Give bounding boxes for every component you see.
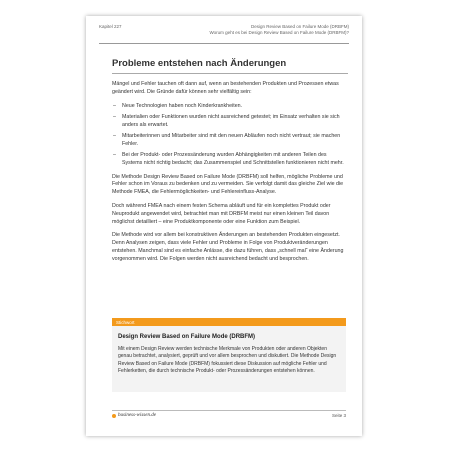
logo-dot-icon xyxy=(112,414,116,418)
list-item: – Neue Technologien haben noch Kinderkrankheiten. xyxy=(113,102,243,109)
header-divider xyxy=(99,43,349,44)
list-item: – Materialien oder Funktionen wurden nicht ausreichend getestet; im Einsatz verhalten sie sich anders als erwartet. xyxy=(113,113,340,128)
keyword-label: Stichwort xyxy=(116,319,135,325)
paragraph-drbfm-purpose: Die Methode Design Review Based on Failure Mode (DRBFM) soll helfen, mögliche Probleme und Fehler schon im Voraus zu bedenken und zu vermeiden. Sie verfolgt damit das gleiche Ziel wie die Methode FMEA, die Fehlermöglichkeiten- und Fehlereinfluss-Analyse. xyxy=(112,173,344,196)
footer-logo: business-wissen.de xyxy=(118,413,156,418)
page-number: Seite 3 xyxy=(331,413,346,418)
list-item: – Mitarbeiterinnen und Mitarbeiter sind mit den neuen Abläufen noch nicht vertraut; sie machen Fehler. xyxy=(113,132,341,147)
header-section-title: Worum geht es bei Design Review Based on Failure Mode (DRBFM)? xyxy=(209,29,349,35)
keyword-title: Design Review Based on Failure Mode (DRBFM) xyxy=(118,334,256,340)
paragraph-fmea-comparison: Doch während FMEA nach einem festen Schema abläuft und für ein komplettes Produkt oder Neuprodukt angewendet wird, betrachtet man mit DRBFM meist nur einen kleinen Teil davon möglichst detailliert – eine Produktkomponente oder eine Funktion zum Beispiel. xyxy=(112,203,331,225)
list-item: – Bei der Produkt- oder Prozessänderung wurden Abhängigkeiten mit anderen Teilen des Systems nicht richtig bedacht; das Zusammenspiel und Schnittstellen funktionieren nicht mehr. xyxy=(113,152,344,166)
main-body xyxy=(112,81,346,270)
keyword-text: Mit einem Design Review werden technische Merkmale von Produkten oder anderen Objekten genau betrachtet, analysiert, geprüft und vor allem besprochen und diskutiert. Die Methode Design Review Based on Failure Mode (DRBFM) fokussiert diese Diskussion auf mögliche Fehler und Fehlerketten, die durch technische Produkt- oder Prozessänderungen entstehen können. xyxy=(118,346,337,375)
reasons-list xyxy=(112,103,346,168)
chapter-label: Kapitel 227 xyxy=(99,24,122,29)
title-divider xyxy=(112,73,348,74)
keyword-box xyxy=(112,326,346,392)
header-titles xyxy=(210,24,349,35)
footer-divider xyxy=(112,410,346,411)
paragraph-method-usage: Die Methode wird vor allem bei konstruktiven Änderungen an bestehenden Produkten eingesetzt. Denn Analysen zeigen, dass viele Fehler und Probleme in Folge von Produktveränderungen entstehen. Manchmal sind es einfache Anlässe, die dazu führen, dass „schnell mal“ eine Änderung vorgenommen wird. Die Folgen werden nicht ausreichend bedacht und besprochen. xyxy=(112,232,344,262)
header-doc-title: Design Review Based on Failure Mode (DRBFM) xyxy=(250,24,349,29)
keyword-header-bar xyxy=(112,318,346,326)
intro-paragraph: Mängel und Fehler tauchen oft dann auf, wenn an bestehenden Produkten und Prozessen etwas geändert wird. Die Gründe dafür können sehr vielfältig sein: xyxy=(112,81,339,95)
document-page xyxy=(86,16,362,436)
page-title: Probleme entstehen nach Änderungen xyxy=(112,58,287,69)
